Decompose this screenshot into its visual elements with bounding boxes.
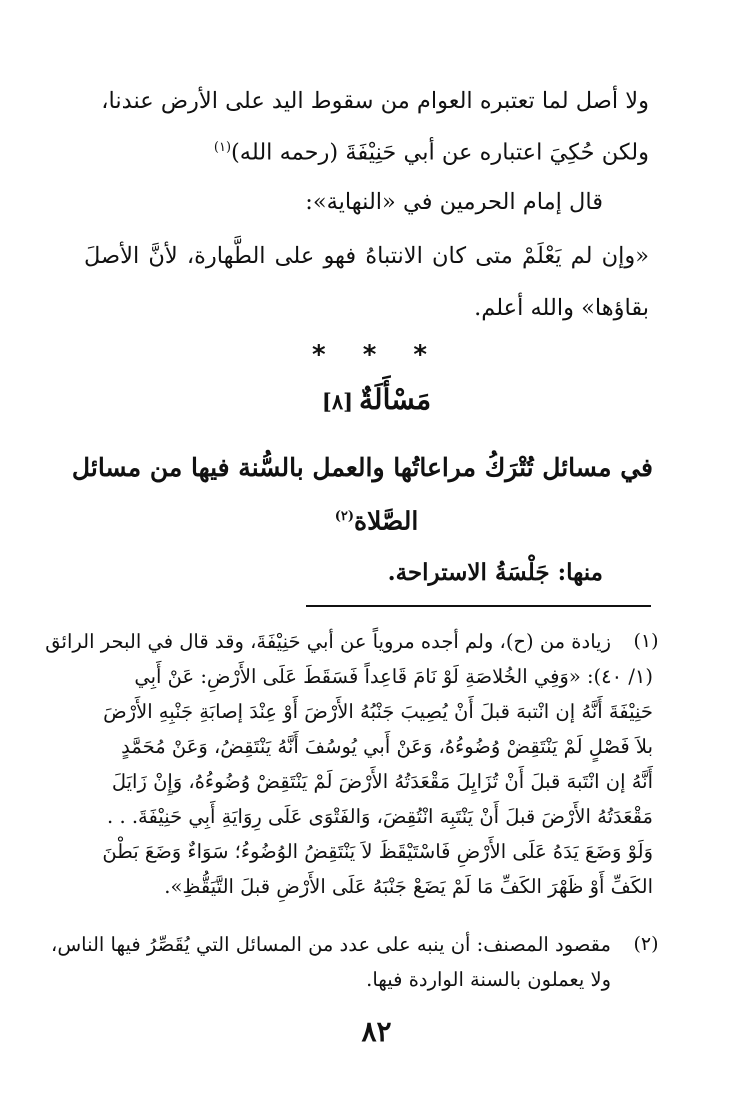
masala-number: [٨] [321, 389, 354, 414]
footnote-1-number: (١) [633, 630, 659, 652]
masala-word: مَسْأَلَةٌ [359, 383, 432, 416]
footnote-2-number: (٢) [633, 933, 659, 955]
footnote-1-line-5: أَنَّهُ إن انْتَبهَ قبلَ أَنْ تُزَايِلَ مَقْعَدَتُهُ الأَرْضَ لَمْ يَنْتَقِضْ وُضُوءُهُ، وَإِنْ زَايَلَ [111, 770, 653, 793]
body-line-4: «وإن لم يَعْلَمْ متى كان الانتباهُ فهو على الطَّهارة، لأنَّ الأصلَ [84, 243, 649, 269]
footnote-1-line-2: (١/ ٤٠): «وَفِي الخُلاصَةِ لَوْ نَامَ قَاعِداً فَسَقَطَ عَلَى الأَرْضِ: عَنْ أَبِي [134, 665, 653, 688]
footnote-1-line-8: الكَفِّ أَوْ ظَهْرَ الكَفِّ مَا لَمْ يَضَعْ جَنْبَهُ عَلَى الأَرْضِ قبلَ التَّيَقُّظِ». [164, 875, 653, 898]
body-line-2-text: ولكن حُكِيَ اعتباره عن أبي حَنِيْفَةَ (رحمه الله) [231, 139, 649, 166]
footnote-1-line-3: حَنِيْفَةَ أَنَّهُ إن انْتبهَ قبلَ أَنْ يُصِيبَ جَنْبُهُ الأَرْضَ أَوْ عِنْدَ إصابَةِ جَنْبِهِ الأَرْضَ [103, 700, 653, 723]
footnote-ref-1: (١) [213, 140, 232, 155]
body-line-1: ولا أصل لما تعتبره العوام من سقوط اليد على الأرض عندنا، [101, 88, 649, 114]
page-number: ٨٢ [361, 1015, 392, 1048]
heading-line-1: في مسائل تُتْرَكُ مراعاتُها والعمل بالسُّنة فيها من مسائل [71, 453, 653, 482]
minha-line: منها: جَلْسَةُ الاستراحة. [387, 559, 603, 586]
footnote-1-line-1: زيادة من (ح)، ولم أجده مروياً عن أبي حَنِيْفَةَ، وقد قال في البحر الرائق [45, 630, 611, 653]
footnote-2-line-2: ولا يعملون بالسنة الواردة فيها. [366, 968, 611, 991]
footnote-1-line-7: وَلَوْ وَضَعَ يَدَهُ عَلَى الأَرْضِ فَاسْتَيْقَظَ لاَ يَنْتَقِضُ الوُضُوءُ؛ سَوَاءٌ وَضَعَ بَطْنَ [102, 840, 653, 863]
heading-line-2-text: الصَّلاة [354, 506, 419, 536]
heading-line-2 [0, 495, 753, 543]
footnote-2-line-1: مقصود المصنف: أن ينبه على عدد من المسائل التي يُقَصِّرُ فيها الناس، [51, 933, 611, 956]
footnote-1-line-6: مَقْعَدَتُهُ الأَرْضَ قبلَ أَنْ يَنْتَبِهَ انْتُقِضَ، وَالفَتْوَى عَلَى رِوَايَةِ أَبِي حَنِيْفَةَ. . . [107, 805, 653, 828]
body-line-2 [214, 130, 649, 166]
footnote-separator [306, 605, 651, 607]
section-separator: * * * [312, 340, 441, 370]
body-line-5: بقاؤها» والله أعلم. [474, 295, 649, 321]
footnote-1-line-4: بلاَ فَصْلٍ لَمْ يَنْتَقِضْ وُضُوءُهُ، وَعَنْ أَبي يُوسُفَ أَنَّهُ يَنْتَقِضُ، وَعَنْ مُحَمَّدٍ [121, 735, 653, 758]
footnote-ref-2: (٢) [334, 509, 355, 524]
masala-label [0, 380, 753, 422]
body-line-3: قال إمام الحرمين في «النهاية»: [305, 189, 603, 215]
